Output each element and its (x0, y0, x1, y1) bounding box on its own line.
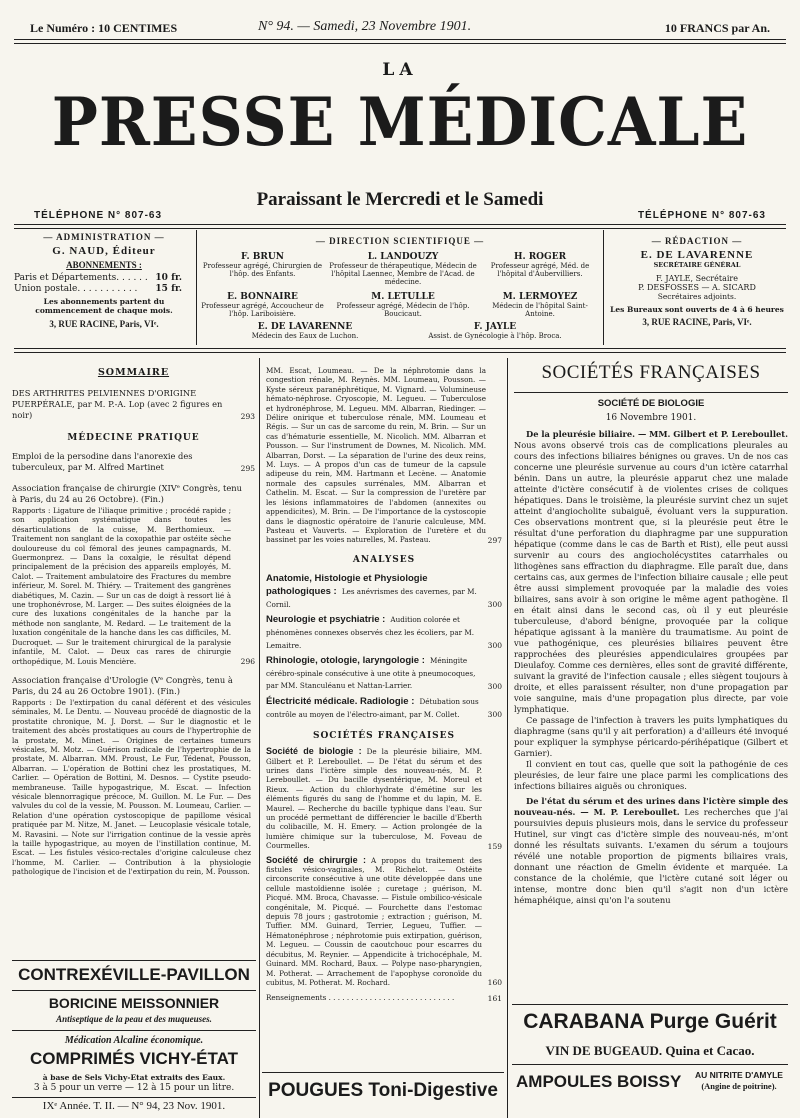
ad-vichy-sub-2: 3 à 5 pour un verre — 12 à 15 pour un litre. (33, 1083, 235, 1093)
analyse-body: Méningite cérébro-spinale consécutive à une otite à pneumocoques, par MM. Stanculéanu et Nattan-Larrier. (266, 655, 476, 691)
redaction-line-2: P. DESFOSSES — A. SICARD (638, 283, 756, 292)
phone-left: TÉLÉPHONE N° 807-63 (34, 210, 163, 221)
director-bonnaire (200, 292, 325, 318)
analyse-3 (266, 653, 502, 691)
ad-rule (512, 1064, 788, 1065)
analyse-title: Électricité médicale. Radiologie : (266, 695, 415, 707)
issue-footer: IXᵉ Année. T. II. — N° 94, 23 Nov. 1901. (42, 1100, 226, 1112)
director-name: E. DE LAVARENNE (257, 322, 353, 332)
price-per-issue: Le Numéro : 10 CENTIMES (30, 21, 178, 35)
analyse-4 (266, 694, 502, 719)
price-label-2: Union postale. . . . . . . . . . . (14, 284, 138, 294)
price-value-1: 10 fr. (155, 273, 182, 283)
price-line-2 (14, 284, 194, 295)
sommaire-item-1 (12, 388, 255, 421)
redaction-address: 3, RUE RACINE, Paris, VIᵉ. (642, 317, 752, 327)
redaction-head: — RÉDACTION — (651, 236, 743, 246)
redaction-line-3: Secrétaires adjoints. (657, 292, 737, 301)
director-desc: Médecin des Eaux de Luchon. (251, 332, 359, 340)
page-number: 297 (487, 535, 502, 545)
director-name: E. BONNAIRE (227, 292, 298, 302)
director-desc: Professeur agrégé, Accoucheur de l'hôp. Lariboisière. (201, 302, 324, 318)
director-desc: Assist. de Gynécologie à l'hôp. Broca. (428, 332, 562, 340)
medecine-pratique-head: MÉDECINE PRATIQUE (67, 433, 200, 443)
editor-name: G. NAUD, Éditeur (52, 245, 156, 257)
middle-column (266, 366, 502, 1003)
congress-head: Association française de chirurgie (XIVᵉ Congrès, tenu à Paris, du 24 au 26 Octobre). (Fin.) (12, 483, 242, 504)
office-hours: Les Bureaux sont ouverts de 4 à 6 heures (610, 305, 784, 314)
page-number: 300 (487, 640, 502, 650)
page-number: 293 (240, 412, 255, 421)
analyse-body: Détubation sous contrôle au moyen de l'électro-aimant, par M. Collet. (266, 696, 479, 719)
societe-biologie-head: SOCIÉTÉ DE BIOLOGIE (597, 398, 705, 409)
ad-boissy-sub-2: (Angine de poitrine). (701, 1081, 777, 1091)
renseignements-label: Renseignements . . . . . . . . . . . . . . . . . . . . . . . . . . . . (266, 993, 455, 1003)
director-brun (200, 252, 325, 278)
right-column (514, 362, 788, 906)
analyse-title: Neurologie et psychiatrie : (266, 614, 386, 626)
society-title: Société de chirurgie : (266, 854, 366, 865)
administration-head: — ADMINISTRATION — (43, 232, 165, 242)
director-name: M. LERMOYEZ (502, 292, 578, 302)
analyse-title: Anatomie, Histologie et Physiologie pathologiques : (266, 572, 428, 597)
ad-pougues: POUGUES Toni-Digestive (268, 1080, 498, 1101)
masthead-subtitle: Paraissant le Mercredi et le Samedi (256, 189, 544, 210)
sommaire-societe-biologie (266, 747, 502, 850)
ad-boissy-sub-1: AU NITRITE D'AMYLE (695, 1070, 783, 1080)
congress-body: Rapports : Ligature de l'iliaque primitive ; procédé rapide ; son application systématique dans toutes les désarticulations de la cuisse, M. Berthomieux. — Traitement non sanglant de la coxopathie par ostéite sèche douloureuse du col fémoral des jeunes campagnards, M. Guermonprez. — Dans la coxalgie, le résultat dépend principalement de la précision des appareils employés, M. Calot. — Traitement ambulatoire des Fractures du membre inférieur, M. Sorel. M. Thiéry. — Traitement des gangrènes diabétiques, M. Cazin. — Sur un cas de doigt à ressort lié à une trophonévrose, M. Larger. — Des suites éloignées de la cure des luxations congénitales de la hanche par la méthode non sanglante, M. Redard. — Le traitement de la luxation congénitale de la hanche dans les cas difficiles, M. Ducroquet. — Sur le traitement chirurgical de la paralysie infantile, M. Calot. — Deux cas rares de chirurgie orthopédique, M. Louis Mencière. (12, 506, 231, 666)
price-label-1: Paris et Départements. . . . . . (14, 273, 148, 283)
top-double-rule (14, 39, 786, 44)
subscription-price: 10 FRANCS par An. (664, 21, 770, 35)
page-number: 296 (240, 656, 255, 666)
column-divider-1 (259, 358, 260, 1118)
header-divider-right (603, 230, 604, 345)
director-roger (480, 252, 600, 278)
ad-vichy-pre: Médication Alcaline économique. (64, 1035, 204, 1046)
director-desc: Professeur agrégé, Médecin de l'hôp. Boucicaut. (336, 302, 470, 318)
issue-line: N° 94. — Samedi, 23 Novembre 1901. (258, 19, 472, 34)
redaction-line-1: F. JAYLE, Secrétaire (656, 274, 738, 283)
ad-rule (12, 990, 256, 991)
societes-francaises-head: SOCIÉTÉS FRANÇAISES (312, 731, 456, 742)
ad-carabana: CARABANA Purge Guérit (523, 1010, 777, 1033)
analyse-1 (266, 571, 502, 609)
ictere-paragraph (514, 796, 788, 906)
renseignements (266, 993, 502, 1002)
direction-head: — DIRECTION SCIENTIFIQUE — (315, 236, 485, 246)
masthead-la: LA (382, 60, 418, 80)
page-number: 295 (240, 464, 255, 473)
ad-bugeaud: VIN DE BUGEAUD. Quina et Cacao. (545, 1043, 755, 1058)
masthead-title: PRESSE MÉDICALE (51, 83, 749, 161)
director-name: M. LETULLE (371, 292, 435, 302)
ad-rule (12, 1030, 256, 1031)
section-rule (514, 392, 788, 393)
price-line-1 (14, 273, 194, 284)
sommaire-item-text: Emploi de la persodine dans l'anorexie des tuberculeux, par M. Alfred Martinet (12, 451, 193, 472)
urology-continued (266, 366, 502, 545)
admin-address: 3, RUE RACINE, Paris, VIᵉ. (49, 319, 159, 329)
analyse-2 (266, 612, 502, 650)
article-text: Nous avons observé trois cas de complications pleurales au cours des infections biliaires bénignes ou graves. Un de nos cas concerne une pleurésie survenue au cours d'un ictère catarrhal bénin. Dans un autre, la pleurésie apparut chez une malade atteinte d'ictère consécutif à de violentes crises de coliques hépatiques. Dans le troisième, la pleurésie survint chez un sujet atteint d'angiocholite subaiguë, évoluant vers la suppuration. Ces observations montrent que, si la pleurésie peut être le résultat d'une perforation du diaphragme par une suppuration hépatique (comme dans le cas de Barth et Rist), elle peut aussi survenir au cours des angiocholécystites catarrhales ou lithogènes sans effraction du diaphragme. Elle paraît due, dans certains cas, aux germes de l'infection biliaire causale ; elle peut être aussi simplement provoquée par la maladie des voies biliaires, sans avoir à son origine le même agent pathogène. Il en était ainsi dans le second cas, où il y eut pleurésie tuberculeuse, d'abord bénigne, provoquée par la colique hépatique agissant à la manière du traumatisme. Au point de vue pathogénique, ces pleurésies biliaires peuvent être rapprochées des pleurésies appendiculaires groupées par Dieulafoy. Comme ces dernières, elles sont de gravité différente, suivant la gravité de l'infection causale ; elles siègent toujours à droite, et elles paraissent résulter, non d'une propagation par voie sanguine, mais d'une propagation plus directe, par voie lymphatique. (514, 440, 788, 714)
congress-head: Association française d'Urologie (Vᵉ Congrès, tenu à Paris, du 24 au 26 Octobre 1901). (Fin.) (12, 674, 233, 696)
masthead-bottom-rule (14, 224, 786, 229)
sommaire-urologie (12, 675, 255, 877)
director-name: L. LANDOUZY (367, 252, 439, 262)
director-desc: Professeur de thérapeutique, Médecin de l'hôpital Laennec, Membre de l'Acad. de médecine. (329, 262, 477, 286)
sommaire-item-text: DES ARTHRITES PELVIENNES D'ORIGINE PUERPÉRALE, par M. P.-A. Lop (avec 2 figures en noir) (12, 388, 223, 420)
director-desc: Médecin de l'hôpital Saint-Antoine. (492, 302, 588, 318)
ad-rule (262, 1072, 504, 1073)
urology-continued-text: MM. Escat, Loumeau. — De la néphrotomie dans la congestion rénale, M. Reynès. MM. Loumeau, Pousson. — Kyste séreux paranéphrétique, M. Vignard. — Volumineuse hémato-néphrose. Cryoscopie, M. Legueu. — Tuberculose et hydronéphrose, M. Legueu. MM. Albarran, Riedinger. — Délire onirique et tuberculose rénale, MM. Loumeau et Régis. — Sur un cas de sarcome du rein, M. Brin. — Sur un cas d'hématurie essentielle, M. Nicolich. MM. Albarran et Pousson. — Sur l'instrument de Downes, M. Nicolich. MM. Albarran, Dorst. — La séparation de l'urine des deux reins, M. Luys. — A propos d'un cas de tumeur de la capsule adipeuse du rein, MM. Hartmann et Lecène. — Anatomie normale des capsules surrénales, MM. Albarran et Cathelin. M. Escat. — Sur la compression de l'uretère par les lésions inflammatoires de l'abdomen (annexites ou appendicites), M. Brin. — De l'importance de la cystoscopie dans le diagnostic opératoire de l'anurie calculeuse, MM. Pasteau et Vauverts. — Exploration de l'uretère et du bassinet par les voies naturelles, M. Pasteau. (266, 366, 486, 545)
director-jayle (405, 322, 585, 340)
column-divider-2 (507, 358, 508, 1118)
director-desc: Professeur agrégé, Méd. de l'hôpital d'Aubervilliers. (490, 262, 590, 278)
sommaire-item-2 (12, 451, 255, 473)
page-number: 300 (487, 600, 502, 610)
article-title: De l'état du sérum et des urines dans l'ictère simple des nouveau-nés. — M. P. Lereboullet. (514, 796, 788, 817)
analyses-head: ANALYSES (352, 554, 416, 565)
redaction-role: SECRÉTAIRE GÉNÉRAL (653, 261, 741, 269)
sommaire-column (12, 367, 255, 877)
article-text: Les recherches que j'ai poursuivies depuis plusieurs mois, dans le service du professeur Hutinel, sur vingt cas d'ictère simple des nouveau-nés, m'ont donné les résultats suivants. L'examen du sérum a toujours révélé une notable proportion de pigments biliaires vrais, donnant une réaction de Gmelin évidente et marquée. La constance de la cholémie, que l'ictère cutané soit léger ou intense, montre donc bien qu'il s'agit non d'un ictère hémaphéique, ainsi qu'on l'a soutenu (514, 807, 789, 905)
director-letulle (328, 292, 478, 318)
analyse-title: Rhinologie, otologie, laryngologie : (266, 654, 425, 666)
direction-grid (200, 252, 600, 347)
page-number: 160 (487, 978, 502, 988)
director-lavarenne (220, 322, 390, 340)
sommaire-societe-chirurgie (266, 856, 502, 988)
article-title: De la pleurésie biliaire. — MM. Gilbert et P. Lereboullet. (526, 429, 788, 439)
session-date: 16 Novembre 1901. (605, 413, 697, 423)
ad-boissy: AMPOULES BOISSY (516, 1072, 682, 1091)
director-desc: Professeur agrégé, Chirurgien de l'hôp. des Enfants. (202, 262, 323, 278)
society-body: De la pleurésie biliaire, MM. Gilbert et P. Lereboullet. — De l'état du sérum et des urines dans l'ictère simple des nouveau-nés, M. P. Lereboullet. — Du bacille dysentérique, M. Moreul et Rieux. — Action du chlorhydrate d'émétine sur les éléments figurés du sang de l'homme et du lapin, M. E. Maurel. — Recherche du bacille typhique dans l'eau. Sur un procédé permettant de différencier le bacille d'Eberth du colibacille, M. H. Emery. — Action prolongée de la lumière chimique sur la tuberculose, M. Foveau de Courmelles. (266, 747, 482, 851)
director-landouzy (328, 252, 478, 286)
subscription-note: Les abonnements partent du commencement de chaque mois. (35, 297, 173, 315)
sommaire-head: SOMMAIRE (97, 367, 170, 378)
price-value-2: 15 fr. (155, 284, 182, 294)
header-divider-left (196, 230, 197, 345)
pleuresie-paragraph (514, 429, 788, 715)
society-title: Société de biologie : (266, 746, 362, 757)
director-name: H. ROGER (513, 252, 567, 262)
page-number: 161 (487, 993, 502, 1003)
congress-body: Rapports : De l'extirpation du canal déférent et des vésicules séminales, M. Le Dentu. — Nouveau procédé de diagnostic de la prostatite chronique, M. J. Dorst. — Sur le diagnostic et le traitement des abcès prostatiques au cours de l'hypertrophie de la prostate, M. Minet. — Origines de certaines tumeurs vésicales, M. Motz. — Guérison radicale de l'hypertrophie de la prostate, M. Albarran. MM. Proust, Le Fur, Tédenat, Pousson, Albarran. — L'opération de Bottini chez les prostatiques, M. Carlier. — Opération de Bottini, M. Desnos. — Cystite pseudo-membraneuse. Taille hypogastrique, M. Escat. — Infection vésicale blennorragique précoce, M. Guillon. M. Le Fur. — Des valvules du col de la vessie, M. Pousson. M. Loumeau, Carlier. — Relation d'une opération cystoscopique de papillome vésical pratiquée par M. Nitze, M. Janet. — Leucoplasie vésicale totale, M. Ravasini. — Note sur l'irrigation continue de la vessie après la taille hypogastrique, au moyen de l'instillation continue, M. Escat. — Les fistules vésico-rectales d'origine calculeuse chez l'homme, M. Carlier. — Contribution à la physiologie pathologique de l'incision et de l'extirpation du rein, M. Pousson. (12, 697, 251, 877)
page-number: 300 (487, 710, 502, 720)
ad-boricine-sub: Antiseptique de la peau et des muqueuses. (56, 1014, 212, 1024)
society-body: A propos du traitement des fistules vésico-vaginales, M. Richelot. — Ostéite circonscrite consécutive à une otite développée dans une cellule mastoïdienne isolée ; curetage ; guérison, M. Picqué. MM. Broca, Chavasse. — Fistule ombilico-vésicale congénitale, M. Picqué. — Fourchette dans l'estomac depuis 78 jours ; gastrotomie ; extraction ; guérison, M. Tuffier. MM. Guinard, Terrier, Legueu, Tuffier. — Hématonéphrose ; néphrotomie puis extirpation, guérison, M. Legueu. — Coussin de caoutchouc pour escarres du décubitus, M. Reynier. — Appendicite à trichocéphale, M. Guinard. MM. Rochard, Baux. — Polype naso-pharyngien, M. Potherat. — Arrachement de l'apophyse coronoïde du cubitus, M. Potherat. M. Rochard. (266, 855, 482, 987)
sommaire-chirurgie (12, 483, 255, 666)
director-name: F. JAYLE (473, 322, 517, 332)
header-bottom-rule (14, 348, 786, 353)
page-number: 300 (487, 681, 502, 691)
ad-rule (12, 1097, 256, 1098)
ad-boricine: BORICINE MEISSONNIER (48, 995, 220, 1011)
pleuresie-paragraph-3: Il convient en tout cas, quelle que soit la pathogénie de ces pleurésies, de leur faire une place parmi les complications des infections biliaires aiguës ou chroniques. (514, 759, 788, 791)
phone-right: TÉLÉPHONE N° 807-63 (637, 210, 766, 221)
director-lermoyez (480, 292, 600, 318)
pleuresie-paragraph-2: Ce passage de l'infection à travers les puits lymphatiques du diaphragme (sans qu'il y ait perforation) a d'ailleurs été invoqué pour expliquer la symphyse péricardo-périhépatique (Gilbert et Garnier). (514, 715, 788, 758)
ad-vichy-sub-1: à base de Sels Vichy-Etat extraits des Eaux. (42, 1073, 226, 1082)
director-name: F. BRUN (241, 252, 284, 262)
abonnements-head: ABONNEMENTS : (66, 260, 142, 270)
redaction-name: E. DE LAVARENNE (640, 249, 754, 261)
administration-box (14, 232, 194, 329)
ad-contrexeville: CONTREXÉVILLE-PAVILLON (18, 965, 250, 984)
societes-francaises-title: SOCIÉTÉS FRANÇAISES (541, 362, 761, 383)
ad-rule (512, 1004, 788, 1005)
ad-vichy: COMPRIMÉS VICHY-ÉTAT (29, 1049, 239, 1068)
ad-rule (12, 960, 256, 961)
analyse-body: Audition colorée et phénomènes connexes observés chez les écoliers, par M. Lemaitre. (266, 615, 475, 650)
analyse-body: Les anévrismes des cavernes, par M. Cornil. (266, 586, 477, 609)
page-number: 159 (487, 841, 502, 851)
redaction-box (607, 236, 787, 327)
